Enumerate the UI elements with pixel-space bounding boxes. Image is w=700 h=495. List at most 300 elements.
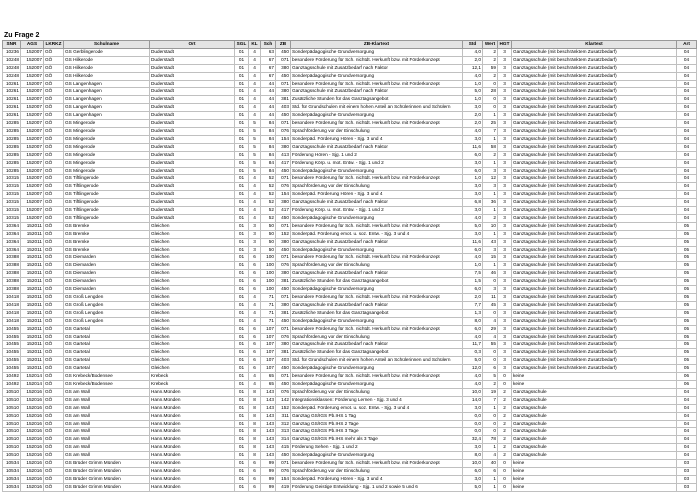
table-cell: 01 (235, 452, 249, 460)
table-cell: 6,0 (463, 467, 483, 475)
table-cell: 3 (498, 309, 512, 317)
table-cell: 10388 (3, 286, 21, 294)
table-cell: 10315 (3, 191, 21, 199)
table-row (3, 96, 697, 104)
table-cell: 417 (276, 159, 291, 167)
table-cell: GÖ (44, 349, 64, 357)
table-cell: 01 (235, 167, 249, 175)
table-cell: 152016 (21, 428, 44, 436)
table-cell: 01 (235, 143, 249, 151)
table-cell: 4 (483, 333, 498, 341)
table-cell: Förderung Hören - Sjg. 1 und 2 (291, 151, 463, 159)
table-cell: Zusätzliche Stunden für das Ganztagsangebot (291, 349, 463, 357)
table-cell: 107 (261, 341, 276, 349)
table-cell: 10455 (3, 333, 21, 341)
table-cell: 2 (498, 428, 512, 436)
table-cell: GS Krebeck/Bodensee (64, 373, 150, 381)
table-cell: 05 (677, 238, 697, 246)
column-header: Std (463, 41, 483, 49)
table-cell: 10388 (3, 278, 21, 286)
table-cell: Ganztagsschule (mit beschränktem Zusatzbedarf) (512, 120, 677, 128)
table-cell: GS Hilkerode (64, 56, 150, 64)
table-cell: 3 (498, 230, 512, 238)
table-cell: Ganztagsschule mit Zusatzbedarf nach Faktor (291, 301, 463, 309)
table-cell: 44 (261, 96, 276, 104)
table-cell: Sonderpädagogische Grundversorgung (291, 380, 463, 388)
column-header: LKRKZ (44, 41, 64, 49)
table-cell: 3 (498, 143, 512, 151)
table-cell: 8 (249, 452, 261, 460)
table-cell: 107 (261, 365, 276, 373)
table-row (3, 444, 697, 452)
table-cell: GS Gartetal (64, 325, 150, 333)
table-cell: 2 (498, 388, 512, 396)
table-cell: 7,5 (463, 270, 483, 278)
table-cell: 10285 (3, 167, 21, 175)
table-cell: Ganztagsschule (mit beschränktem Zusatzbedarf) (512, 72, 677, 80)
table-row (3, 412, 697, 420)
table-cell: Förderung Körp. u. mot. Entw. - Sjg. 1 und 2 (291, 207, 463, 215)
table-cell: 1 (483, 191, 498, 199)
table-row (3, 214, 697, 222)
table-cell: Ganztagsschule mit Zusatzbedarf nach Faktor (291, 64, 463, 72)
table-cell: Hann.Münden (150, 436, 235, 444)
table-cell: 71 (261, 309, 276, 317)
table-row (3, 428, 697, 436)
table-cell: 3 (498, 238, 512, 246)
table-cell: 6 (249, 349, 261, 357)
table-cell: besondere Förderung für Sch. nichtdt. Herkunft bzw. mit Förderkonzept (291, 56, 463, 64)
table-cell: GS Tiftlingerode (64, 214, 150, 222)
table-cell: 4 (249, 104, 261, 112)
table-cell: 84 (261, 167, 276, 175)
table-cell: Ganztagsschule (mit beschränktem Zusatzbedarf) (512, 325, 677, 333)
table-cell: 84 (261, 120, 276, 128)
table-row (3, 373, 697, 381)
table-cell: 417 (276, 207, 291, 215)
table-cell: 01 (235, 380, 249, 388)
table-cell: 6 (483, 467, 498, 475)
column-header: AGS (21, 41, 44, 49)
table-cell: 1,0 (463, 96, 483, 104)
table-cell: GÖ (44, 191, 64, 199)
table-cell: 3 (498, 183, 512, 191)
table-cell: Ganztagsschule mit Zusatzbedarf nach Faktor (291, 238, 463, 246)
table-cell: Ganztag GS/IGS Pb.IHS 3 Tage (291, 428, 463, 436)
table-cell: GÖ (44, 333, 64, 341)
table-cell: Duderstadt (150, 175, 235, 183)
table-cell: 01 (235, 191, 249, 199)
table-cell: GS Bremke (64, 246, 150, 254)
table-cell: 152007 (21, 104, 44, 112)
table-cell: GÖ (44, 175, 64, 183)
table-cell: 3 (498, 349, 512, 357)
table-cell: 419 (276, 483, 291, 491)
table-cell: 03 (677, 483, 697, 491)
table-cell: 152 (276, 404, 291, 412)
table-cell: GS am Wall (64, 412, 150, 420)
table-cell: 71 (261, 301, 276, 309)
table-cell: 10315 (3, 183, 21, 191)
table-cell: 3 (483, 246, 498, 254)
table-cell: Ganztagsschule (mit beschränktem Zusatzbedarf) (512, 56, 677, 64)
table-row (3, 278, 697, 286)
table-cell: 3 (498, 357, 512, 365)
table-row (3, 222, 697, 230)
table-cell: GS Gerblingerode (64, 48, 150, 56)
table-cell: GS Langenhagen (64, 88, 150, 96)
table-cell: Gleichen (150, 349, 235, 357)
table-row (3, 88, 697, 96)
table-cell: 05 (677, 270, 697, 278)
table-cell: 01 (235, 301, 249, 309)
table-cell: 152016 (21, 452, 44, 460)
table-cell: 312 (276, 420, 291, 428)
table-cell: 44 (261, 104, 276, 112)
table-cell: Sprachförderung vor der Einschulung (291, 467, 463, 475)
table-cell: 143 (261, 428, 276, 436)
table-cell: 152007 (21, 143, 44, 151)
table-cell: 3 (498, 278, 512, 286)
table-cell: Sonderpädagogische Grundversorgung (291, 167, 463, 175)
table-cell: 152007 (21, 135, 44, 143)
table-cell: 04 (677, 56, 697, 64)
table-cell: 152011 (21, 357, 44, 365)
table-cell: 3 (498, 286, 512, 294)
table-cell: 152011 (21, 262, 44, 270)
table-cell: besondere Förderung für Sch. nichtdt. Herkunft bzw. mit Förderkonzept (291, 222, 463, 230)
table-cell: 01 (235, 483, 249, 491)
table-cell: 5,0 (463, 357, 483, 365)
table-cell: 3,0 (463, 159, 483, 167)
table-cell: Zusätzliche Stunden für das Ganztagsangebot (291, 309, 463, 317)
table-cell: Ganztagsschule (mit beschränktem Zusatzbedarf) (512, 278, 677, 286)
table-cell: GS Gartetal (64, 349, 150, 357)
table-cell: 3 (498, 207, 512, 215)
table-cell: Duderstadt (150, 159, 235, 167)
table-cell: 100 (261, 270, 276, 278)
table-row (3, 333, 697, 341)
table-cell: 01 (235, 64, 249, 72)
table-cell: 04 (677, 428, 697, 436)
table-cell: 11,7 (463, 341, 483, 349)
table-cell: 10534 (3, 460, 21, 468)
table-cell: Integrationsklassen: Förderung Lernen - Sjg. 3 und 4 (291, 396, 463, 404)
table-cell: GÖ (44, 246, 64, 254)
table-cell: keine (512, 467, 677, 475)
table-cell: 143 (261, 420, 276, 428)
table-cell: GS am Wall (64, 428, 150, 436)
table-cell: 52 (261, 183, 276, 191)
table-cell: 152011 (21, 222, 44, 230)
table-cell: Sprachförderung vor der Einschulung (291, 333, 463, 341)
table-row (3, 301, 697, 309)
table-cell: Sonderpädagogische Grundversorgung (291, 246, 463, 254)
table-cell: 10285 (3, 127, 21, 135)
table-cell: GÖ (44, 143, 64, 151)
table-row (3, 72, 697, 80)
table-row (3, 246, 697, 254)
table-cell: 2 (498, 444, 512, 452)
table-cell: 6 (249, 254, 261, 262)
table-cell: 1,0 (463, 175, 483, 183)
table-cell: GS Bremke (64, 230, 150, 238)
table-cell: 380 (276, 301, 291, 309)
table-cell: GÖ (44, 294, 64, 302)
table-cell: 67 (261, 72, 276, 80)
table-cell: 05 (677, 286, 697, 294)
table-cell: 10388 (3, 270, 21, 278)
table-cell: 10315 (3, 207, 21, 215)
table-row (3, 357, 697, 365)
table-cell: Ganztagsschule (mit beschränktem Zusatzbedarf) (512, 286, 677, 294)
table-cell: 10364 (3, 230, 21, 238)
table-cell: Ganztag GS/IGS Pb.IHS 1 Tag (291, 412, 463, 420)
table-cell: 152016 (21, 444, 44, 452)
table-cell: 152016 (21, 404, 44, 412)
table-cell: GÖ (44, 388, 64, 396)
table-cell: 50 (261, 238, 276, 246)
table-cell: 071 (276, 175, 291, 183)
table-cell: 4,0 (463, 48, 483, 56)
table-cell: 6 (249, 483, 261, 491)
table-cell: 152016 (21, 388, 44, 396)
table-cell: Ganztagsschule (512, 428, 677, 436)
table-cell: 076 (276, 333, 291, 341)
table-cell: 05 (677, 341, 697, 349)
table-cell: 3 (483, 167, 498, 175)
table-cell: 01 (235, 278, 249, 286)
table-cell: 4 (249, 317, 261, 325)
table-cell: 143 (261, 452, 276, 460)
table-cell: 071 (276, 254, 291, 262)
table-cell: 6 (249, 278, 261, 286)
table-cell: GÖ (44, 444, 64, 452)
table-cell: 3 (498, 120, 512, 128)
table-cell: GÖ (44, 404, 64, 412)
table-cell: GÖ (44, 48, 64, 56)
table-cell: 380 (276, 64, 291, 72)
table-cell: 143 (261, 404, 276, 412)
table-cell: GÖ (44, 460, 64, 468)
table-cell: 59 (483, 64, 498, 72)
table-cell: 5 (249, 167, 261, 175)
table-cell: Zusätzliche Stunden für das Ganztagsangebot (291, 278, 463, 286)
table-cell: 01 (235, 159, 249, 167)
table-cell: 04 (677, 420, 697, 428)
table-cell: 6 (249, 357, 261, 365)
table-cell: 10510 (3, 436, 21, 444)
table-cell: 8 (249, 436, 261, 444)
table-cell: Sonderpädagogische Grundversorgung (291, 72, 463, 80)
table-cell: 10261 (3, 112, 21, 120)
table-cell: 6,0 (463, 246, 483, 254)
table-cell: Gleichen (150, 341, 235, 349)
table-row (3, 317, 697, 325)
table-cell: Duderstadt (150, 214, 235, 222)
table-cell: GS Mingerode (64, 135, 150, 143)
table-cell: GÖ (44, 127, 64, 135)
table-cell: 3,0 (463, 475, 483, 483)
table-cell: 143 (261, 444, 276, 452)
table-cell: 152011 (21, 301, 44, 309)
table-cell: 01 (235, 48, 249, 56)
table-cell: 01 (235, 341, 249, 349)
column-header: ZB-Klartext (291, 41, 463, 49)
table-cell: Ganztagsschule (mit beschränktem Zusatzbedarf) (512, 349, 677, 357)
table-cell: 01 (235, 325, 249, 333)
table-cell: 10 (483, 222, 498, 230)
table-cell: GS Langenhagen (64, 104, 150, 112)
table-cell: Hann.Münden (150, 460, 235, 468)
table-cell: 1,5 (463, 278, 483, 286)
table-cell: Sprachförderung vor der Einschulung (291, 262, 463, 270)
table-cell: 3 (498, 262, 512, 270)
table-cell: 01 (235, 246, 249, 254)
table-cell: Gleichen (150, 309, 235, 317)
table-cell: 5,0 (463, 88, 483, 96)
table-row (3, 191, 697, 199)
table-cell: 152007 (21, 48, 44, 56)
table-cell: 154 (276, 135, 291, 143)
table-cell: Ganztagsschule (mit beschränktem Zusatzbedarf) (512, 112, 677, 120)
table-row (3, 80, 697, 88)
table-cell: 10261 (3, 88, 21, 96)
table-cell: 10510 (3, 452, 21, 460)
table-cell: GÖ (44, 436, 64, 444)
table-cell: 380 (276, 143, 291, 151)
table-cell: 50 (261, 230, 276, 238)
table-cell: 10388 (3, 254, 21, 262)
table-cell: 71 (261, 317, 276, 325)
table-cell: 01 (235, 365, 249, 373)
table-cell: Krebeck (150, 373, 235, 381)
table-cell: 8 (249, 388, 261, 396)
table-cell: 10285 (3, 151, 21, 159)
table-cell: 4,0 (463, 333, 483, 341)
table-row (3, 104, 697, 112)
table-cell: 10492 (3, 380, 21, 388)
table-cell: Ganztagsschule (mit beschränktem Zusatzbedarf) (512, 88, 677, 96)
table-cell: 3 (498, 294, 512, 302)
table-cell: 4 (249, 207, 261, 215)
table-cell: 3 (498, 88, 512, 96)
table-cell: Ganztagsschule (mit beschränktem Zusatzbedarf) (512, 222, 677, 230)
column-header: Wert (483, 41, 498, 49)
table-cell: 10418 (3, 317, 21, 325)
table-row (3, 286, 697, 294)
table-cell: keine (512, 380, 677, 388)
table-cell: 6,8 (463, 199, 483, 207)
table-cell: 01 (235, 112, 249, 120)
table-cell: 076 (276, 127, 291, 135)
table-cell: 01 (235, 104, 249, 112)
table-cell: 67 (261, 56, 276, 64)
table-cell: 152007 (21, 120, 44, 128)
table-cell: 152011 (21, 286, 44, 294)
table-cell: 3 (498, 175, 512, 183)
table-row (3, 143, 697, 151)
table-cell: Ganztagsschule mit Zusatzbedarf nach Faktor (291, 88, 463, 96)
table-cell: Duderstadt (150, 64, 235, 72)
table-cell: 10418 (3, 309, 21, 317)
table-cell: 84 (261, 135, 276, 143)
table-cell: 4 (249, 48, 261, 56)
table-cell: 0,0 (463, 428, 483, 436)
table-cell: 01 (235, 286, 249, 294)
table-cell: Ganztagsschule (512, 396, 677, 404)
table-cell: 04 (677, 135, 697, 143)
table-cell: Duderstadt (150, 191, 235, 199)
table-cell: Ganztagsschule (mit beschränktem Zusatzbedarf) (512, 262, 677, 270)
table-cell: 05 (677, 325, 697, 333)
table-cell: 84 (261, 127, 276, 135)
table-cell: 1,0 (463, 262, 483, 270)
table-cell: 100 (261, 262, 276, 270)
table-cell: 152007 (21, 151, 44, 159)
table-cell: 5 (249, 143, 261, 151)
table-cell: 5 (249, 151, 261, 159)
table-cell: 3,0 (463, 104, 483, 112)
table-cell: 5,0 (463, 222, 483, 230)
table-cell: 3 (498, 48, 512, 56)
table-cell: 6 (249, 286, 261, 294)
table-cell: Duderstadt (150, 56, 235, 64)
table-cell: GS Brüder Grimm Münden (64, 460, 150, 468)
table-row (3, 420, 697, 428)
table-cell: 3 (498, 270, 512, 278)
table-cell: GÖ (44, 483, 64, 491)
table-cell: besondere Förderung für Sch. nichtdt. Herkunft bzw. mit Förderkonzept (291, 460, 463, 468)
table-cell: Duderstadt (150, 143, 235, 151)
table-cell: GÖ (44, 135, 64, 143)
table-cell: 152007 (21, 167, 44, 175)
table-cell: 3 (498, 254, 512, 262)
table-cell: 01 (235, 88, 249, 96)
table-cell: 1 (483, 159, 498, 167)
table-cell: 0 (483, 80, 498, 88)
table-cell: 04 (677, 151, 697, 159)
table-cell: Gleichen (150, 222, 235, 230)
table-cell: GS Gartetal (64, 365, 150, 373)
table-cell: GS Gartetal (64, 333, 150, 341)
table-row (3, 167, 697, 175)
table-cell: 3 (498, 341, 512, 349)
table-cell: 2 (483, 48, 498, 56)
table-cell: 3 (498, 191, 512, 199)
table-cell: 10492 (3, 373, 21, 381)
table-cell: 52 (261, 191, 276, 199)
table-cell: 100 (261, 254, 276, 262)
table-cell: Ganztagsschule (512, 436, 677, 444)
table-cell: 3,0 (463, 207, 483, 215)
table-cell: 06 (677, 380, 697, 388)
table-cell: 0 (483, 412, 498, 420)
table-cell: Std. für Grundschulen mit einem hohen Anteil an Schülerinnen und Schülern (291, 357, 463, 365)
table-cell: 01 (235, 475, 249, 483)
table-cell: Ganztagsschule (512, 420, 677, 428)
table-cell: 152007 (21, 159, 44, 167)
table-cell: 152007 (21, 88, 44, 96)
table-cell: 05 (677, 230, 697, 238)
table-cell: 10534 (3, 467, 21, 475)
table-cell: 4 (249, 373, 261, 381)
table-cell: 4 (249, 88, 261, 96)
table-cell: GÖ (44, 428, 64, 436)
table-cell: GS Mingerode (64, 167, 150, 175)
table-cell: 6 (249, 467, 261, 475)
table-row (3, 452, 697, 460)
